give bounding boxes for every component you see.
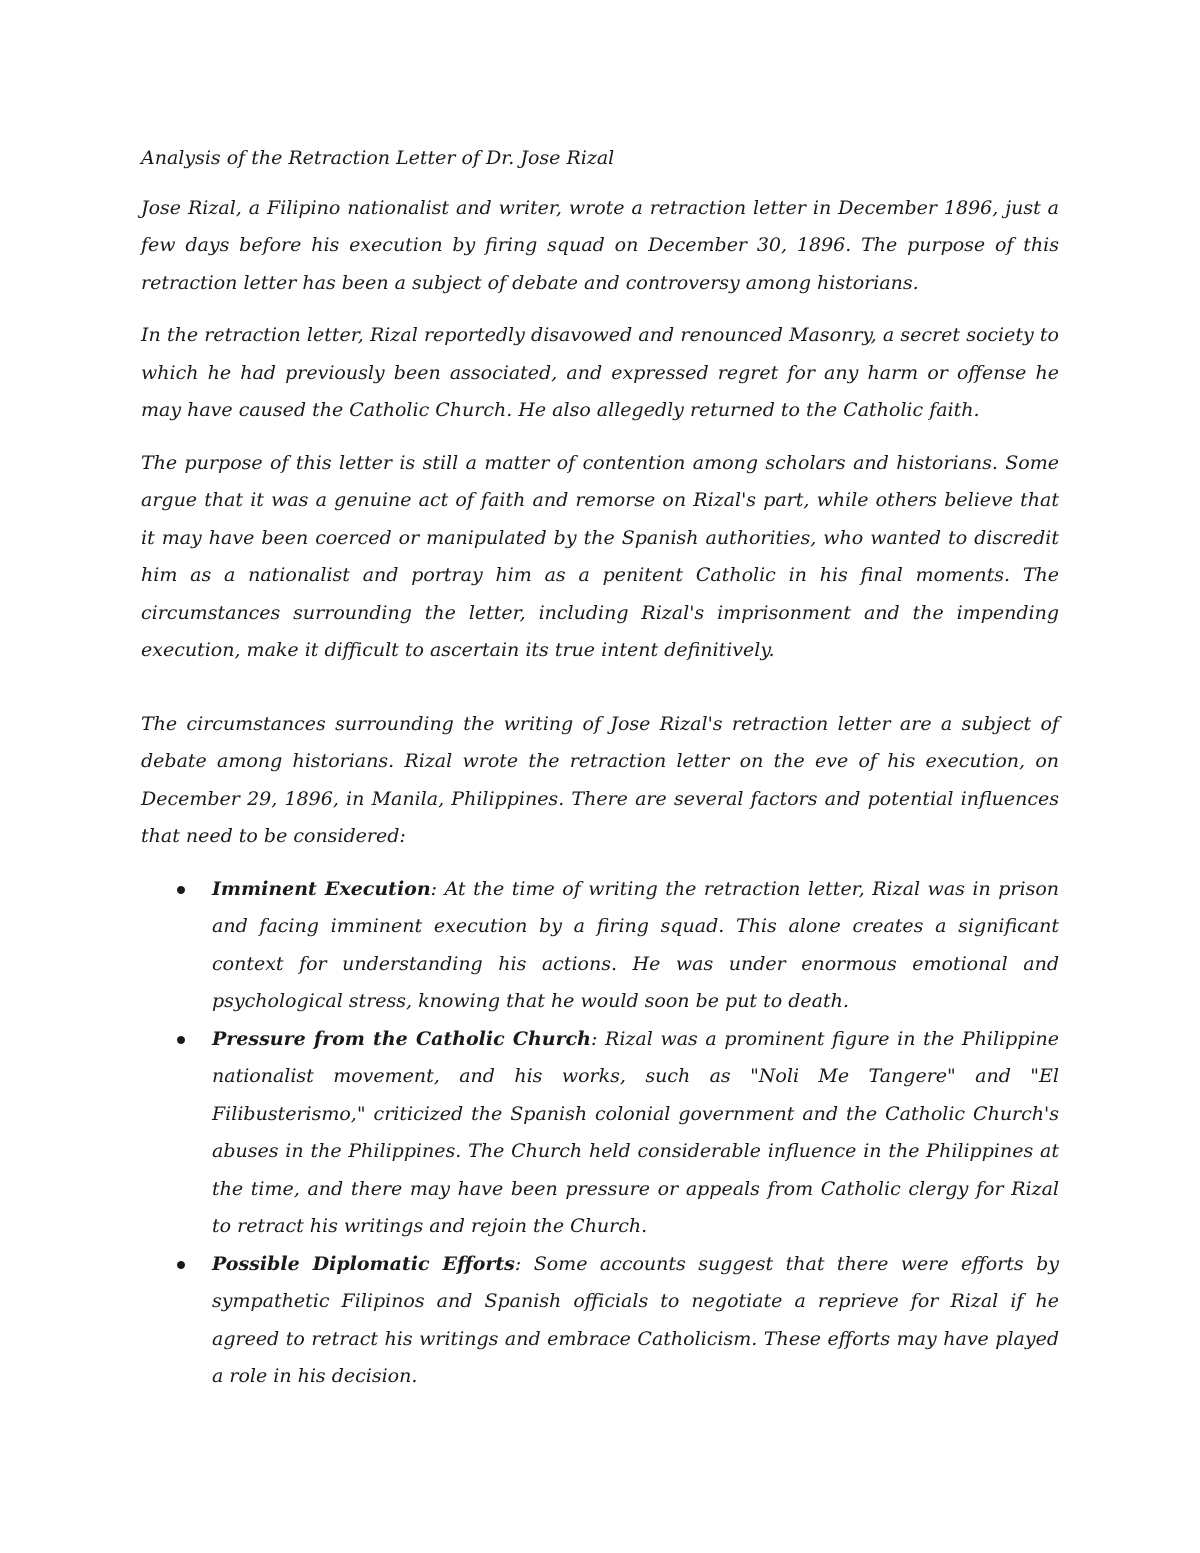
factors-list	[141, 871, 1059, 1396]
bullet-dot-icon	[177, 1036, 185, 1044]
list-item-text: : Rizal was a prominent figure in the Philippine nationalist movement, and his works, such as "Noli Me Tangere" and "El Filibusterismo," criticized the Spanish colonial government and the Catholic Church's abuses in the Philippines. The Church held considerable influence in the Philippines at the time, and there may have been pressure or appeals from Catholic clergy for Rizal to retract his writings and rejoin the Church.	[212, 1027, 1059, 1237]
list-item-diplomatic-efforts	[141, 1246, 1059, 1396]
bullet-dot-icon	[177, 1261, 185, 1269]
paragraph-intro: Jose Rizal, a Filipino nationalist and writer, wrote a retraction letter in December 1896, just a few days before his execution by firing squad on December 30, 1896. The purpose of this retraction letter has been a subject of debate and controversy among historians.	[141, 196, 1059, 294]
list-item-term: Imminent Execution	[212, 877, 431, 900]
bullet-dot-icon	[177, 886, 185, 894]
paragraph-circumstances: The circumstances surrounding the writing of Jose Rizal's retraction letter are a subject of debate among historians. Rizal wrote the retraction letter on the eve of his execution, on December 29, 1896, in Manila, Philippines. There are several factors and potential influences that need to be considered:	[141, 712, 1059, 847]
document-title: Analysis of the Retraction Letter of Dr. Jose Rizal	[141, 147, 615, 169]
list-item-term: Possible Diplomatic Efforts	[212, 1252, 515, 1275]
list-item-text: : At the time of writing the retraction letter, Rizal was in prison and facing imminent execution by a firing squad. This alone creates a significant context for understanding his actions. He was under enormous emotional and psychological stress, knowing that he would soon be put to death.	[212, 877, 1059, 1012]
paragraph-retraction-content: In the retraction letter, Rizal reportedly disavowed and renounced Masonry, a secret society to which he had previously been associated, and expressed regret for any harm or offense he may have caused the Catholic Church. He also allegedly returned to the Catholic faith.	[141, 324, 1059, 421]
list-item-text: : Some accounts suggest that there were efforts by sympathetic Filipinos and Spanish officials to negotiate a reprieve for Rizal if he agreed to retract his writings and embrace Catholicism. These efforts may have played a role in his decision.	[212, 1252, 1059, 1387]
list-item-term: Pressure from the Catholic Church	[212, 1027, 591, 1050]
paragraph-purpose-contention: The purpose of this letter is still a matter of contention among scholars and historians. Some argue that it was a genuine act of faith and remorse on Rizal's part, while others believe that it may have been coerced or manipulated by the Spanish authorities, who wanted to discredit him as a nationalist and portray him as a penitent Catholic in his final moments. The circumstances surrounding the letter, including Rizal's imprisonment and the impending execution, make it difficult to ascertain its true intent definitively.	[141, 451, 1059, 661]
list-item-church-pressure	[141, 1021, 1059, 1246]
list-item-imminent-execution	[141, 871, 1059, 1021]
document-body	[141, 140, 1059, 1396]
